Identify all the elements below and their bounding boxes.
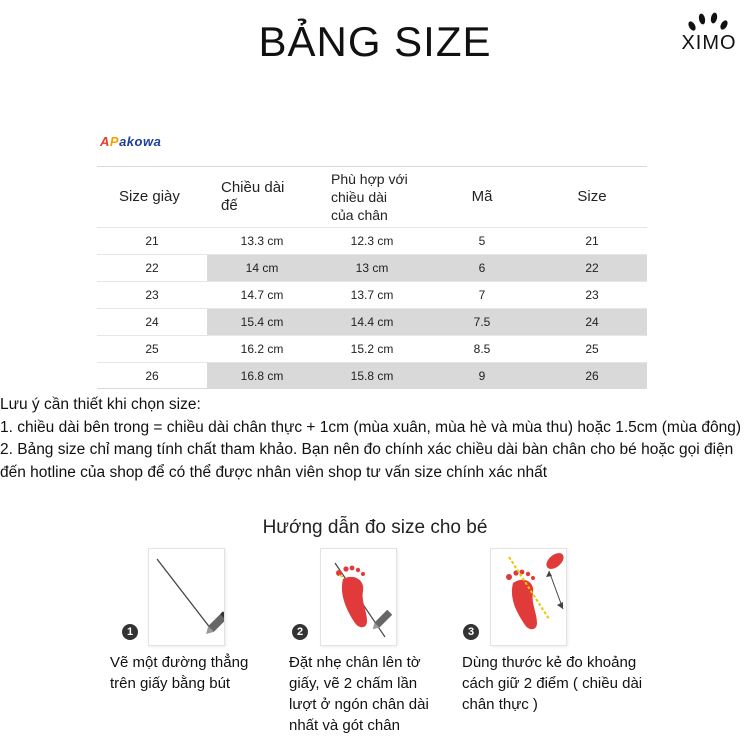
table-cell: 13 cm (317, 255, 427, 282)
table-cell: 22 (145, 261, 159, 275)
table-cell: 16.2 cm (240, 342, 284, 356)
table-cell: 21 (585, 234, 599, 248)
table-cell: 14 cm (207, 255, 317, 282)
step-1-caption (110, 652, 248, 694)
caption-line: giấy, vẽ 2 chấm lần (289, 675, 418, 692)
table-cell: 12.3 cm (350, 234, 394, 248)
table-cell: 6 (427, 255, 537, 282)
table-cell: 22 (537, 255, 647, 282)
table-cell: 16.8 cm (207, 363, 317, 390)
table-cell: 14.7 cm (240, 288, 284, 302)
caption-line: Vẽ một đường thẳng (110, 654, 249, 671)
table-row (97, 336, 647, 363)
header-size-giay: Size giày (119, 188, 180, 205)
pencil-line-icon (149, 549, 224, 645)
step-number-3: 3 (463, 624, 479, 640)
table-cell: 15.2 cm (350, 342, 394, 356)
apakowa-logo: APakowa (100, 134, 162, 149)
table-cell: 13.7 cm (350, 288, 394, 302)
caption-line: lượt ở ngón chân dài (289, 696, 429, 713)
step-3-image (490, 548, 567, 646)
brand-name: XIMO (681, 32, 737, 54)
notes-heading: Lưu ý cần thiết khi chọn size: (0, 396, 201, 413)
table-row (97, 282, 647, 309)
caption-line: trên giấy bằng bút (110, 675, 231, 692)
table-cell: 9 (427, 363, 537, 390)
table-cell: 5 (478, 234, 486, 248)
table-cell: 23 (145, 288, 159, 302)
step-number-1: 1 (122, 624, 138, 640)
table-cell: 23 (585, 288, 599, 302)
foot-ruler-icon (491, 549, 566, 645)
table-row (97, 363, 647, 390)
table-row (97, 309, 647, 336)
foot-icon (321, 549, 396, 645)
step-3-caption (462, 652, 642, 715)
step-2-image (320, 548, 397, 646)
table-cell: 25 (585, 342, 599, 356)
table-cell: 15.4 cm (207, 309, 317, 336)
table-cell: 24 (145, 315, 159, 329)
table-cell: 8.5 (473, 342, 491, 356)
table-cell: 26 (145, 369, 159, 383)
caption-line: nhất và gót chân (289, 717, 400, 734)
table-cell: 15.8 cm (317, 363, 427, 390)
header-phu-hop: Phù hợp với chiều dài của chân (331, 171, 408, 223)
guide-title: Hướng dẫn đo size cho bé (262, 517, 488, 538)
table-cell: 25 (145, 342, 159, 356)
notes-line-2: 2. Bảng size chỉ mang tính chất tham khảo. Bạn nên đo chính xác chiều dài bàn chân cho bé hoặc gọi điện đến hotline của shop để có thể được nhân viên shop tư vấn size chính xác nhất (0, 441, 734, 481)
caption-line: cách giữ 2 điểm ( chiều dài (462, 675, 643, 692)
notes-block (0, 394, 745, 484)
step-number-2: 2 (292, 624, 308, 640)
size-table (97, 166, 647, 389)
table-cell: 7.5 (427, 309, 537, 336)
caption-line: Dùng thước kẻ đo khoảng (462, 654, 637, 671)
step-2-caption (289, 652, 429, 736)
table-header-row (97, 167, 647, 228)
step-1-image (148, 548, 225, 646)
caption-line: chân thực ) (462, 696, 538, 713)
header-ma: Mã (471, 188, 493, 205)
table-cell: 14.4 cm (317, 309, 427, 336)
paw-icon (686, 12, 732, 34)
table-cell: 24 (537, 309, 647, 336)
caption-line: Đặt nhẹ chân lên tờ (289, 654, 421, 671)
table-row (97, 228, 647, 255)
table-cell: 13.3 cm (240, 234, 284, 248)
brand-logo (678, 12, 740, 64)
header-size: Size (577, 188, 607, 205)
table-cell: 7 (478, 288, 486, 302)
page-title: BẢNG SIZE (258, 18, 492, 65)
notes-line-1: 1. chiều dài bên trong = chiều dài chân thực + 1cm (mùa xuân, mùa hè và mùa thu) hoặc 1.5cm (mùa đông) (0, 418, 742, 436)
header-chieu-dai-de: Chiều dài đế (221, 179, 285, 214)
table-row (97, 255, 647, 282)
table-cell: 26 (537, 363, 647, 390)
table-cell: 21 (145, 234, 159, 248)
